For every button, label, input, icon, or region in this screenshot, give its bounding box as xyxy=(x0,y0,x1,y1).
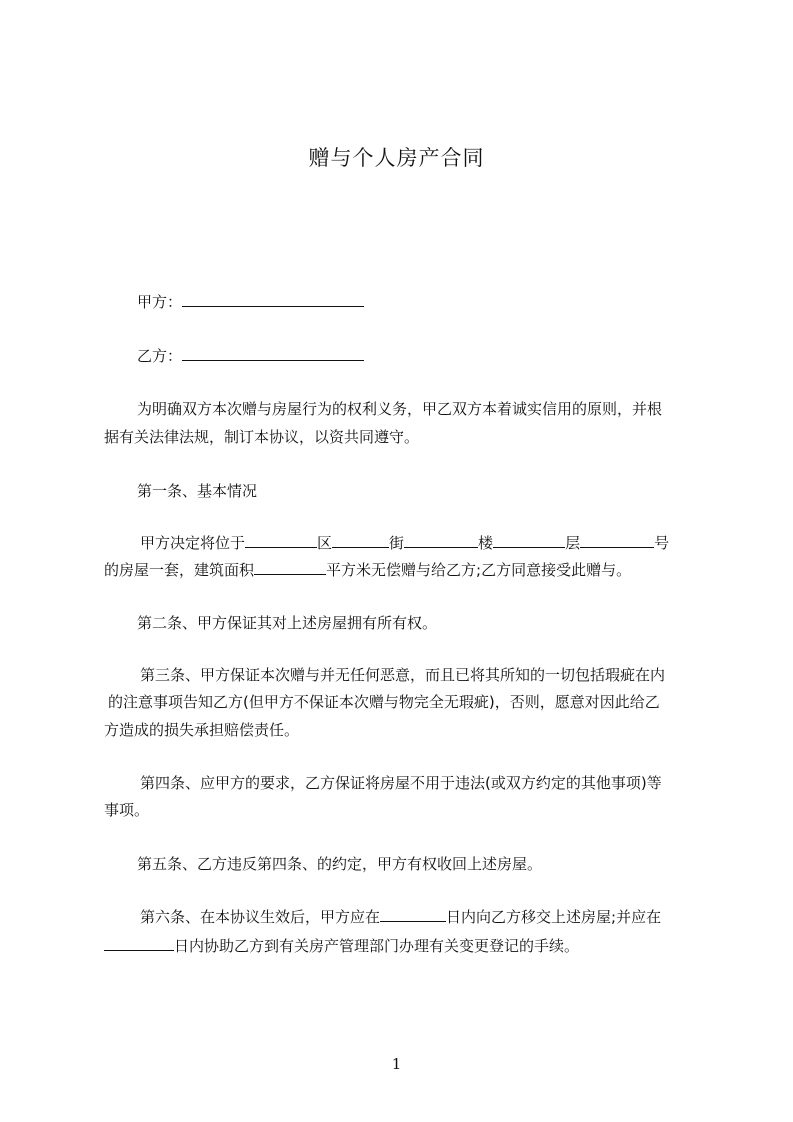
floor-label: 层 xyxy=(565,534,581,552)
article2: 第二条、甲方保证其对上述房屋拥有所有权。 xyxy=(137,614,438,632)
street-blank[interactable] xyxy=(332,533,389,548)
street-label: 街 xyxy=(389,534,405,552)
party-b-line xyxy=(137,345,364,366)
article6-mid: 日内向乙方移交上述房屋;并应在 xyxy=(446,908,662,926)
registration-days-blank[interactable] xyxy=(104,936,174,951)
handover-days-blank[interactable] xyxy=(380,907,446,922)
party-a-line xyxy=(137,291,364,312)
article1-prefix: 甲方决定将位于 xyxy=(140,534,246,552)
number-label: 号 xyxy=(654,534,670,552)
article1-line-1 xyxy=(140,532,669,553)
party-a-blank[interactable] xyxy=(182,292,364,307)
article3-line-1: 第三条、甲方保证本次赠与并无任何恶意，而且已将其所知的一切包括瑕疵在内 xyxy=(140,666,666,684)
article1-area-prefix: 的房屋一套，建筑面积 xyxy=(104,561,255,579)
building-label: 楼 xyxy=(478,534,494,552)
document-title: 赠与个人房产合同 xyxy=(308,146,485,170)
party-a-label: 甲方： xyxy=(137,293,183,311)
article4-line-2: 事项。 xyxy=(104,801,150,819)
area-blank[interactable] xyxy=(254,560,326,575)
article1-heading: 第一条、基本情况 xyxy=(137,482,258,500)
preamble-line-1: 为明确双方本次赠与房屋行为的权利义务，甲乙双方本着诚实信用的原则，并根 xyxy=(137,400,663,418)
preamble-line-2: 据有关法律法规，制订本协议，以资共同遵守。 xyxy=(104,428,420,446)
number-blank[interactable] xyxy=(580,533,654,548)
article6-line-1 xyxy=(140,906,661,927)
floor-blank[interactable] xyxy=(493,533,565,548)
party-b-label: 乙方： xyxy=(137,347,183,365)
article3-line-3: 方造成的损失承担赔偿责任。 xyxy=(104,721,300,739)
article6-line-2 xyxy=(104,935,579,956)
district-blank[interactable] xyxy=(245,533,317,548)
building-blank[interactable] xyxy=(404,533,478,548)
party-b-blank[interactable] xyxy=(182,346,364,361)
article6-prefix: 第六条、在本协议生效后，甲方应在 xyxy=(140,908,381,926)
article3-line-2: 的注意事项告知乙方(但甲方不保证本次赠与物完全无瑕疵)，否则，愿意对因此给乙 xyxy=(108,693,660,711)
district-label: 区 xyxy=(317,534,333,552)
page-number: 1 xyxy=(391,1055,402,1073)
article6-suffix: 日内协助乙方到有关房产管理部门办理有关变更登记的手续。 xyxy=(174,937,580,955)
article1-line-2 xyxy=(104,559,631,580)
article5: 第五条、乙方违反第四条、的约定，甲方有权收回上述房屋。 xyxy=(137,855,543,873)
article4-line-1: 第四条、应甲方的要求，乙方保证将房屋不用于违法(或双方约定的其他事项)等 xyxy=(140,774,662,792)
article1-area-suffix: 平方米无偿赠与给乙方;乙方同意接受此赠与。 xyxy=(326,561,632,579)
